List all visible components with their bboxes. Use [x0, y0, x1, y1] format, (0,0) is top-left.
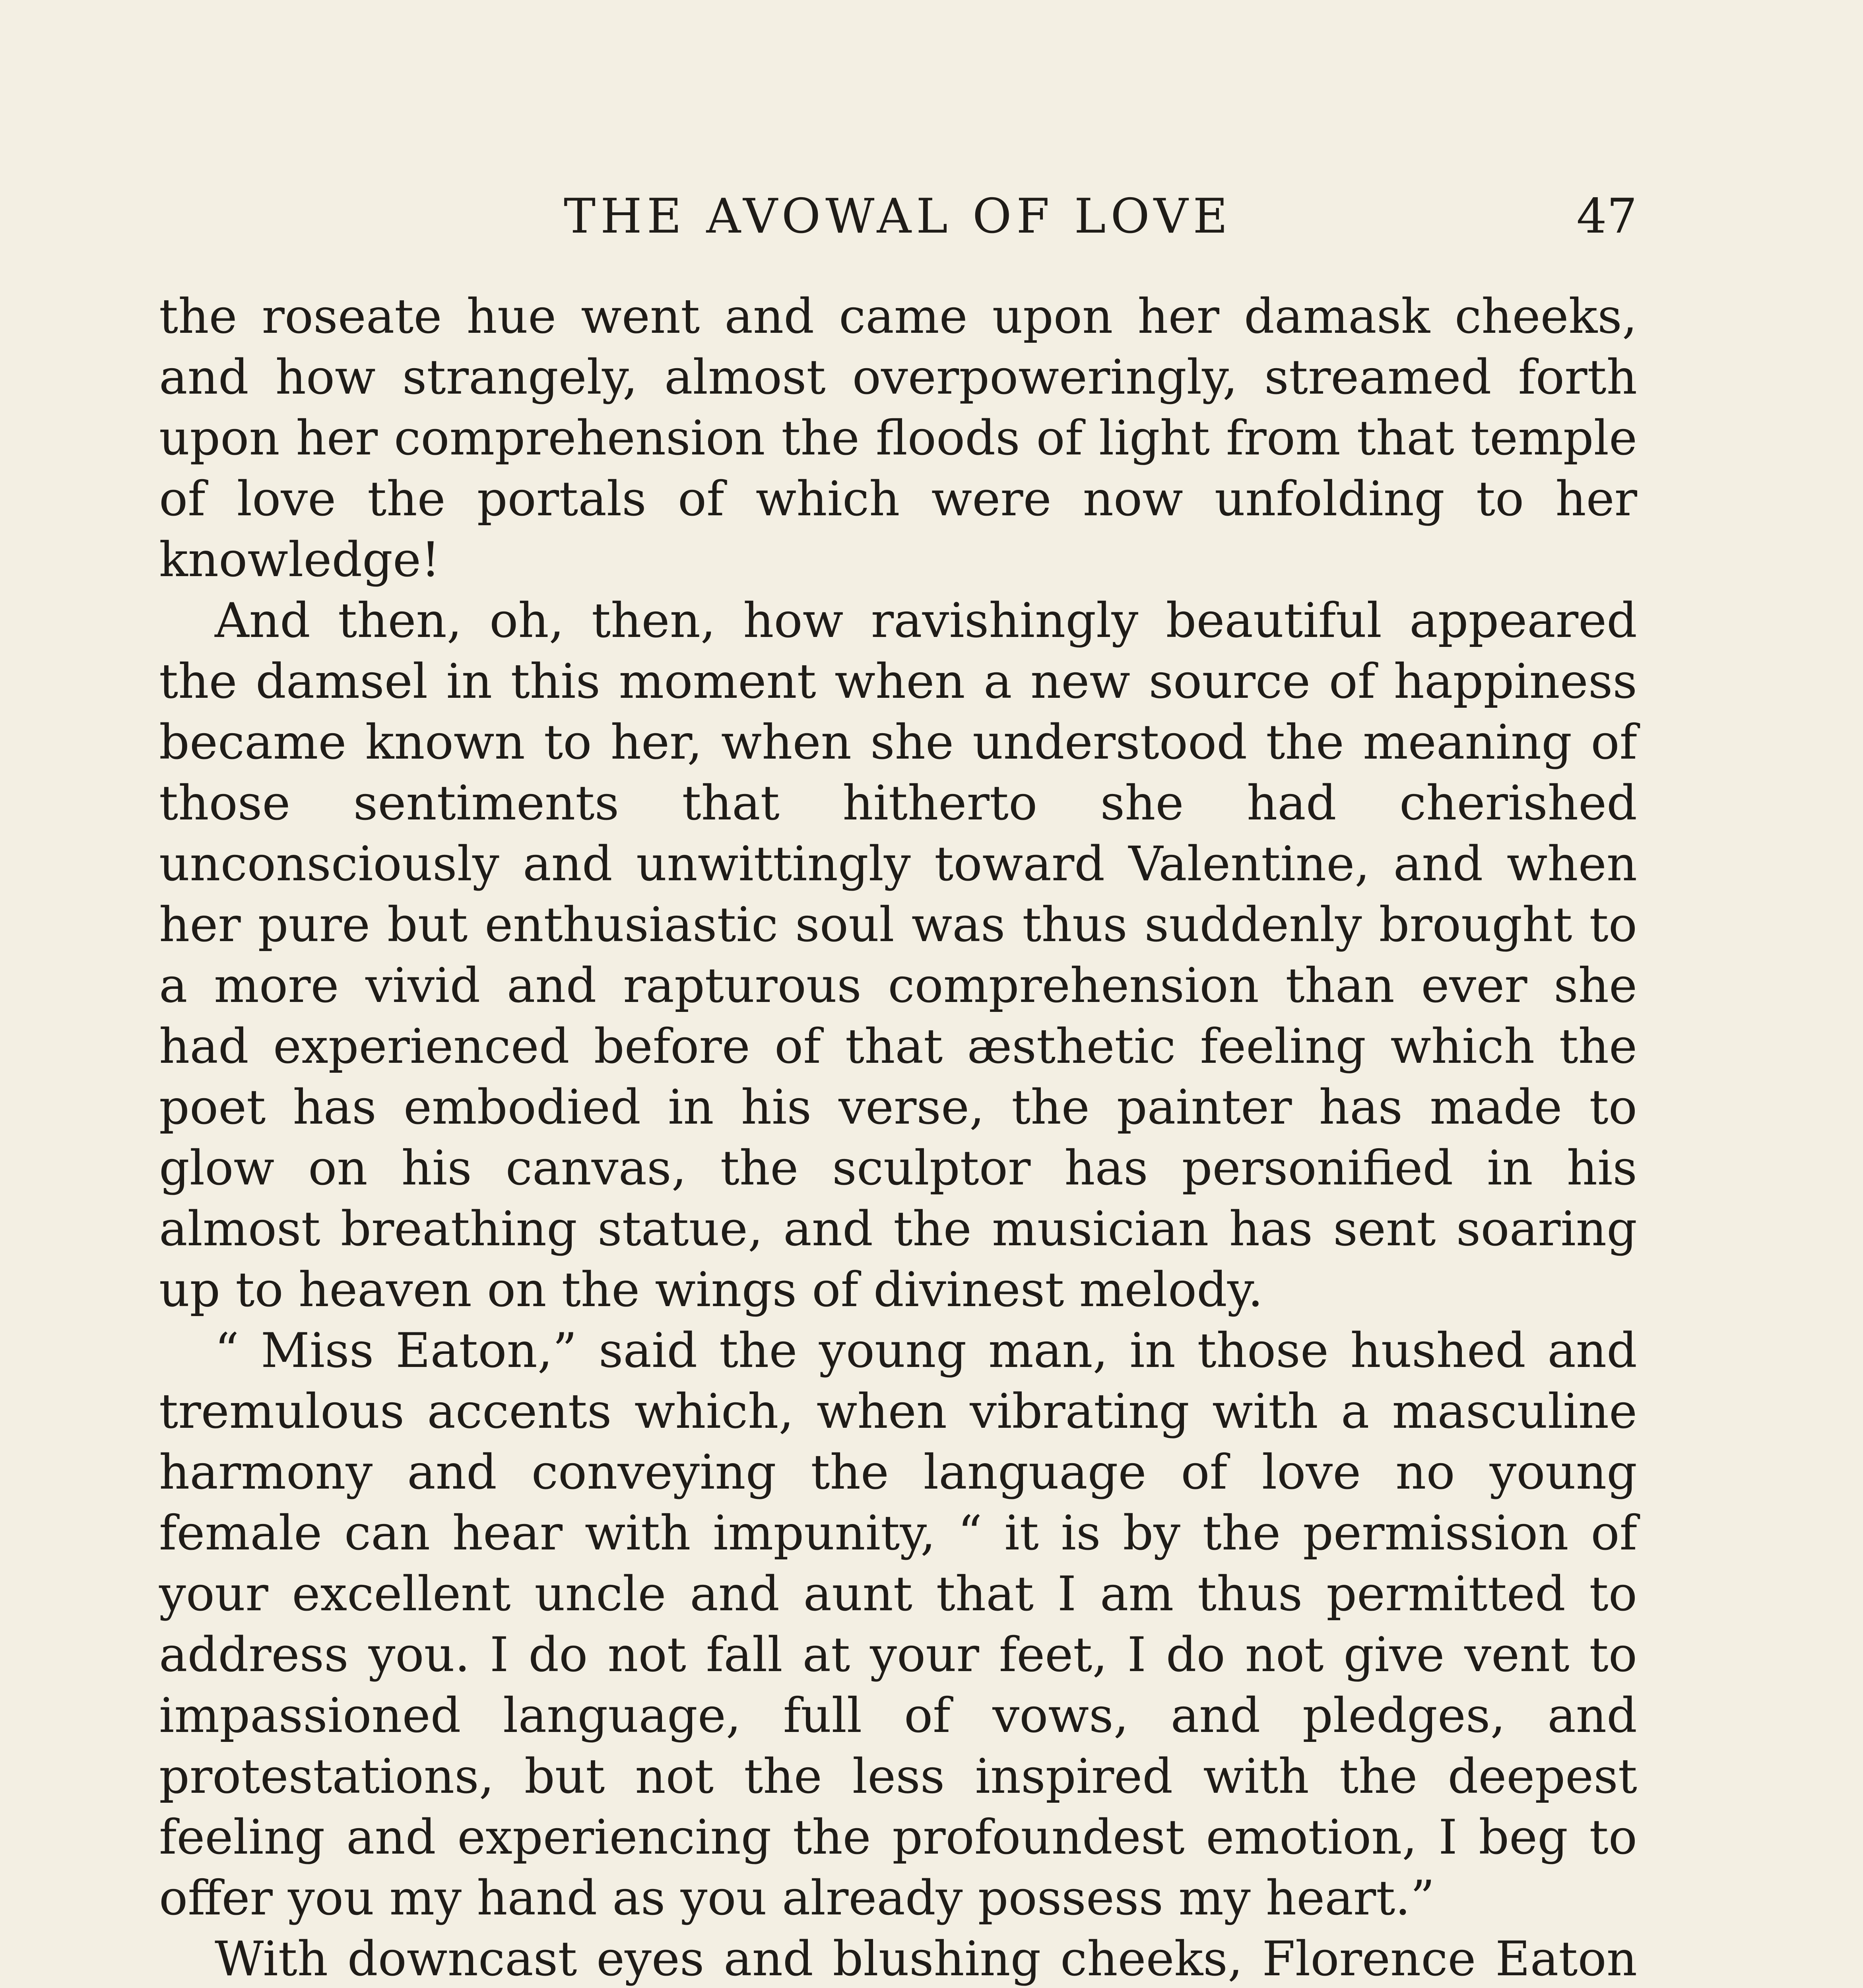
page-number: 47: [1576, 189, 1637, 244]
page-header: [159, 181, 1637, 252]
paragraph: With downcast eyes and blushing cheeks, Florence Eaton: [215, 1932, 1637, 1987]
paragraph: the roseate hue went and came upon her damask cheeks, and how strangely, almost overpoweringly, streamed forth upon her comprehension the floods of light from that temple of love the portals of which were now unfolding to her knowledge!: [159, 289, 1637, 588]
paragraph: And then, oh, then, how ravishingly beautiful appeared the damsel in this moment when a new source of happiness became known to her, when she understood the meaning of those sentiments that hitherto she had cherished unconsciously and unwittingly toward Valentine, and when her pure but enthusiastic soul was thus suddenly brought to a more vivid and rapturous comprehension than ever she had experienced before of that æsthetic feeling which the poet has embodied in his verse, the painter has made to glow on his canvas, the sculptor has personified in his almost breathing statue, and the musician has sent soaring up to heaven on the wings of divinest melody.: [159, 593, 1637, 1318]
paragraph: “ Miss Eaton,” said the young man, in those hushed and tremulous accents which, when vibrating with a masculine harmony and conveying the language of love no young female can hear with impunity, “ it is by the permission of your excellent uncle and aunt that I am thus permitted to address you. I do not fall at your feet, I do not give vent to impassioned language, full of vows, and pledges, and protestations, but not the less inspired with the deepest feeling and experiencing the profoundest emotion, I beg to offer you my hand as you already possess my heart.”: [159, 1323, 1637, 1926]
running-head: THE AVOWAL OF LOVE: [564, 189, 1232, 244]
body-text: [159, 286, 1637, 1988]
